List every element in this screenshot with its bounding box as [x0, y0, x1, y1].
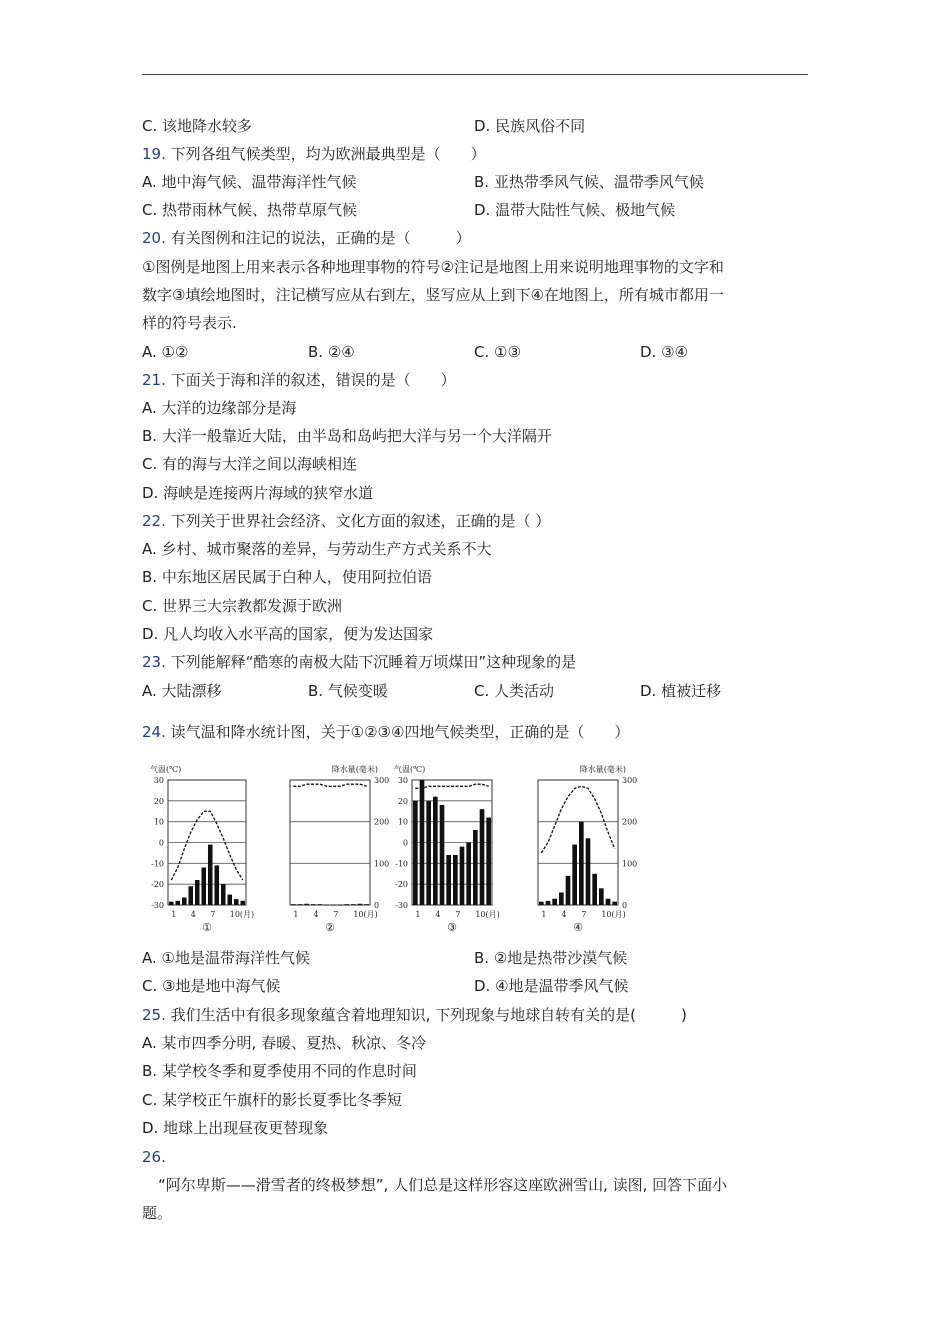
q25-option-d[interactable]: D. 地球上出现昼夜更替现象 — [142, 1119, 329, 1137]
chart-1-x-tick: 1 — [171, 910, 177, 919]
q20-option-d[interactable]: D. ③④ — [640, 343, 688, 361]
q21-option-a[interactable]: A. 大洋的边缘部分是海 — [142, 399, 297, 417]
chart-3-y-tick: -20 — [395, 880, 408, 890]
chart-3-temp-line — [415, 784, 488, 788]
chart-3-precip-bar — [413, 801, 418, 905]
q25-option-c[interactable]: C. 某学校正午旗杆的影长夏季比冬季短 — [142, 1091, 403, 1109]
chart-4-precip-bar — [579, 822, 584, 905]
q21-option-b[interactable]: B. 大洋一般靠近大陆，由半岛和岛屿把大洋与另一个大洋隔开 — [142, 427, 552, 445]
chart-3-y-label: 气温(℃) — [394, 765, 426, 774]
chart-2-precip-bar — [331, 905, 336, 906]
q20-body-line-2: 数字③填绘地图时，注记横写应从右到左，竖写应从上到下④在地图上，所有城市都用一 — [142, 286, 724, 304]
chart-1-title: ① — [202, 921, 212, 934]
chart-2-precip-bar — [351, 904, 356, 905]
chart-3-precip-bar — [440, 805, 445, 905]
chart-4-y-tick: 0 — [622, 901, 628, 910]
chart-3-y-tick: -30 — [395, 901, 408, 910]
chart-3-x-tick: 1 — [415, 910, 421, 919]
chart-2-precip-bar — [291, 904, 296, 905]
chart-4-x-tick: 7 — [581, 910, 587, 919]
q25-text: 我们生活中有很多现象蕴含着地理知识, 下列现象与地球自转有关的是( ) — [170, 1006, 687, 1024]
chart-2-precip-bar — [298, 904, 303, 905]
chart-2-precip-bar — [338, 905, 343, 906]
chart-4-x-tick: 4 — [561, 910, 567, 919]
q21-option-c[interactable]: C. 有的海与大洋之间以海峡相连 — [142, 455, 358, 473]
chart-3-x-tick: 7 — [455, 910, 461, 919]
chart-3-precip-bar — [460, 847, 465, 905]
q25-option-a[interactable]: A. 某市四季分明, 春暖、夏热、秋凉、冬冷 — [142, 1034, 427, 1052]
chart-1-y-tick: 10 — [153, 817, 164, 827]
q26-body-line-1: “阿尔卑斯——滑雪者的终极梦想”, 人们总是这样形容这座欧洲雪山, 读图, 回答下面小 — [158, 1176, 728, 1194]
q25-stem — [142, 1005, 687, 1025]
chart-3-y-tick: 0 — [402, 838, 408, 848]
chart-4-x-tick: 1 — [541, 910, 547, 919]
chart-2-precip-bar — [344, 904, 349, 905]
q24-option-a[interactable]: A. ①地是温带海洋性气候 — [142, 949, 310, 967]
q23-option-a[interactable]: A. 大陆漂移 — [142, 682, 222, 700]
q26-number-line — [142, 1147, 166, 1167]
chart-1-precip-bar — [182, 898, 187, 906]
q20-number: 20. — [142, 229, 166, 247]
chart-2-frame — [290, 780, 370, 905]
chart-1-precip-bar — [208, 845, 213, 905]
chart-3-x-tick: 4 — [435, 910, 441, 919]
chart-2-temp-line — [293, 784, 366, 786]
q22-text: 下列关于世界社会经济、文化方面的叙述，正确的是（ ） — [170, 512, 551, 530]
chart-1-x-tick: 7 — [210, 910, 216, 919]
chart-1-y-tick: -20 — [151, 880, 164, 890]
chart-2-y-tick: 100 — [374, 859, 390, 869]
climate-charts — [140, 758, 800, 938]
chart-1-y-tick: 20 — [153, 796, 164, 806]
chart-3-y-tick: 10 — [397, 817, 408, 827]
chart-1-y-tick: -30 — [151, 901, 164, 910]
q26-body-line-2: 题。 — [142, 1204, 173, 1222]
chart-2-precip-bar — [324, 905, 329, 906]
chart-4-y-tick: 100 — [622, 859, 638, 869]
chart-4-y-tick: 200 — [622, 817, 638, 827]
chart-4-precip-bar — [612, 902, 617, 905]
chart-3-precip-bar — [466, 843, 471, 906]
chart-4-y-tick: 300 — [622, 776, 638, 785]
q26-number: 26. — [142, 1148, 166, 1166]
q22-option-b[interactable]: B. 中东地区居民属于白种人，使用阿拉伯语 — [142, 568, 432, 586]
chart-2-precip-bar — [304, 904, 309, 905]
chart-2-precip-bar — [311, 904, 316, 905]
chart-1-y-tick: -10 — [151, 859, 164, 869]
q24-option-c[interactable]: C. ③地是地中海气候 — [142, 977, 281, 995]
chart-1-y-label: 气温(℃) — [150, 765, 182, 774]
q25-option-b[interactable]: B. 某学校冬季和夏季使用不同的作息时间 — [142, 1062, 417, 1080]
q22-option-c[interactable]: C. 世界三大宗教都发源于欧洲 — [142, 597, 343, 615]
q19-option-a[interactable]: A. 地中海气候、温带海洋性气候 — [142, 173, 357, 191]
q22-option-a[interactable]: A. 乡村、城市聚落的差异，与劳动生产方式关系不大 — [142, 540, 492, 558]
chart-4-precip-bar — [559, 893, 564, 906]
chart-2-y-tick: 300 — [374, 776, 390, 785]
chart-2-x-tick: 1 — [293, 910, 299, 919]
chart-1-y-tick: 30 — [153, 776, 164, 785]
q22-option-d[interactable]: D. 凡人均收入水平高的国家，便为发达国家 — [142, 625, 434, 643]
chart-3-precip-bar — [433, 797, 438, 905]
q23-stem — [142, 652, 576, 672]
chart-4-title: ④ — [573, 921, 583, 934]
chart-3-precip-bar — [426, 801, 431, 905]
q25-number: 25. — [142, 1006, 166, 1024]
chart-3-title: ③ — [447, 921, 457, 934]
q19-option-d[interactable]: D. 温带大陆性气候、极地气候 — [474, 201, 676, 219]
chart-4-precip-bar — [592, 874, 597, 905]
chart-1-precip-bar — [175, 901, 180, 905]
chart-3-y-tick: -10 — [395, 859, 408, 869]
chart-2-y-tick: 200 — [374, 817, 390, 827]
q19-text: 下列各组气候类型，均为欧洲最典型是（ ） — [170, 145, 486, 163]
climate-charts-svg — [140, 758, 800, 938]
chart-1-precip-bar — [201, 868, 206, 906]
chart-4-x-tick: 10(月) — [601, 910, 626, 919]
q23-text: 下列能解释“酷寒的南极大陆下沉睡着万顷煤田”这种现象的是 — [170, 653, 577, 671]
chart-1-precip-bar — [169, 902, 174, 905]
header-rule — [142, 74, 808, 75]
chart-1-precip-bar — [227, 895, 232, 905]
chart-4-precip-bar — [566, 876, 571, 905]
q18-option-d[interactable]: D. 民族风俗不同 — [474, 117, 586, 135]
chart-1-precip-bar — [234, 899, 239, 905]
chart-4-precip-bar — [586, 838, 591, 905]
q18-option-c[interactable]: C. 该地降水较多 — [142, 117, 253, 135]
chart-2-precip-bar — [318, 904, 323, 905]
q20-stem — [142, 228, 471, 248]
q21-text: 下面关于海和洋的叙述，错误的是（ ） — [170, 371, 456, 389]
chart-2-precip-bar — [358, 904, 363, 905]
q20-body-line-3: 样的符号表示. — [142, 314, 237, 332]
q21-stem — [142, 370, 456, 390]
chart-4-precip-bar — [552, 899, 557, 905]
chart-2-x-tick: 4 — [313, 910, 319, 919]
q19-stem — [142, 144, 486, 164]
q23-option-d[interactable]: D. 植被迁移 — [640, 682, 722, 700]
chart-4-precip-bar — [546, 901, 551, 905]
q19-option-c[interactable]: C. 热带雨林气候、热带草原气候 — [142, 201, 358, 219]
chart-1-precip-bar — [188, 886, 193, 905]
chart-1-precip-bar — [195, 880, 200, 905]
chart-4-precip-bar — [572, 845, 577, 905]
chart-4-precip-bar — [599, 888, 604, 905]
chart-1-x-tick: 4 — [190, 910, 196, 919]
chart-2-x-tick: 7 — [333, 910, 339, 919]
chart-3-y-tick: 30 — [397, 776, 408, 785]
chart-1-precip-bar — [214, 865, 219, 905]
chart-3-x-tick: 10(月) — [475, 910, 500, 919]
chart-3-precip-bar — [473, 830, 478, 905]
chart-4-temp-line — [541, 786, 614, 853]
q23-option-c[interactable]: C. 人类活动 — [474, 682, 555, 700]
chart-4-y-label: 降水量(毫米) — [579, 765, 626, 774]
chart-3-precip-bar — [480, 809, 485, 905]
q21-option-d[interactable]: D. 海峡是连接两片海域的狭窄水道 — [142, 484, 374, 502]
q22-number: 22. — [142, 512, 166, 530]
chart-2-title: ② — [325, 921, 335, 934]
q22-stem — [142, 511, 550, 531]
chart-3-precip-bar — [446, 855, 451, 905]
q20-body-line-1: ①图例是地图上用来表示各种地理事物的符号②注记是地图上用来说明地理事物的文字和 — [142, 258, 724, 276]
q20-option-b[interactable]: B. ②④ — [308, 343, 355, 361]
chart-4-precip-bar — [539, 902, 544, 905]
chart-3-y-tick: 20 — [397, 796, 408, 806]
q20-option-a[interactable]: A. ①② — [142, 343, 189, 361]
q24-stem — [142, 722, 629, 742]
chart-4-frame — [538, 780, 618, 905]
q19-option-b[interactable]: B. 亚热带季风气候、温带季风气候 — [474, 173, 704, 191]
q21-number: 21. — [142, 371, 166, 389]
chart-3-precip-bar — [486, 818, 491, 906]
q20-option-c[interactable]: C. ①③ — [474, 343, 521, 361]
q20-text: 有关图例和注记的说法，正确的是（ ） — [170, 229, 471, 247]
q24-option-d[interactable]: D. ④地是温带季风气候 — [474, 977, 629, 995]
chart-3-precip-bar — [420, 780, 425, 905]
chart-2-x-tick: 10(月) — [353, 910, 378, 919]
q23-option-b[interactable]: B. 气候变暖 — [308, 682, 388, 700]
chart-4-precip-bar — [606, 899, 611, 905]
chart-2-precip-bar — [364, 904, 369, 905]
q19-number: 19. — [142, 145, 166, 163]
chart-1-y-tick: 0 — [158, 838, 164, 848]
chart-1-x-tick: 10(月) — [229, 910, 255, 919]
q24-text: 读气温和降水统计图，关于①②③④四地气候类型，正确的是（ ） — [170, 723, 630, 741]
q24-number: 24. — [142, 723, 166, 741]
chart-1-precip-bar — [240, 901, 245, 905]
chart-2-y-label: 降水量(毫米) — [331, 765, 378, 774]
q23-number: 23. — [142, 653, 166, 671]
chart-1-precip-bar — [221, 884, 226, 905]
chart-2-y-tick: 0 — [374, 901, 380, 910]
chart-3-precip-bar — [453, 855, 458, 905]
q24-option-b[interactable]: B. ②地是热带沙漠气候 — [474, 949, 628, 967]
